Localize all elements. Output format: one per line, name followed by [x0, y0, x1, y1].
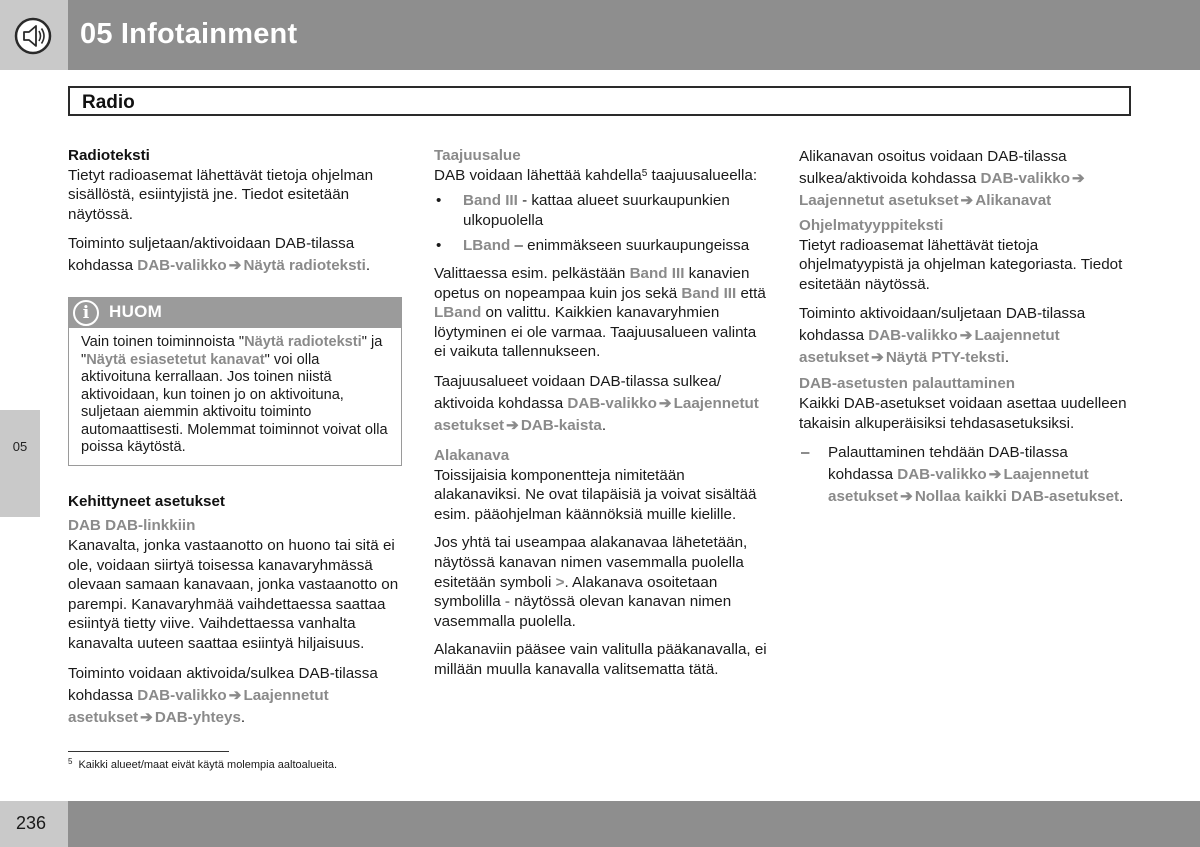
heading-radioteksti: Radioteksti: [68, 147, 150, 164]
arrow-icon: ➔: [988, 466, 1002, 484]
menu-path-link: DAB-valikko: [137, 257, 227, 275]
menu-path-link: Nollaa kaikki DAB-asetukset: [914, 488, 1120, 506]
heading-kehittyneet-asetukset: Kehittyneet asetukset: [68, 492, 225, 510]
column-3: [799, 146, 1133, 508]
paragraph: Toissijaisia komponentteja nimitetään alakanaviksi. Ne ovat tilapäisiä ja voivat sisältää esim. pääohjelman käännöksiä muille kielille.: [434, 466, 757, 523]
list-item: – Palauttaminen tehdään DAB-tilassa kohdassa DAB-valikko ➔ Laajennetut asetukset ➔ Nollaa kaikki DAB-asetukset.: [799, 442, 1133, 508]
note-title: HUOM: [109, 302, 163, 322]
paragraph: Alakanaviin pääsee vain valitulla pääkanavalla, ei millään muulla kanavalla valitsematta tätä.: [434, 641, 767, 678]
chapter-side-tab-label: 05: [12, 439, 28, 454]
footnote-number: 5: [68, 757, 73, 766]
paragraph: Kanavalta, jonka vastaanotto on huono tai sitä ei ole, voidaan siirtyä toisessa kanavaryhmässä olevaan samaan kanavaan, jonka vastaanotto on parempi. Kanavaryhmää vaihdettaessa saattaa esiintyä tietty viive. Vaihdettaessa vanhalta kanavalta uuteen saattaa esiintyä hiljaisuus.: [68, 537, 399, 653]
arrow-icon: ➔: [506, 416, 519, 434]
footer-page-box: [0, 801, 68, 847]
footnote-rule: [68, 751, 229, 752]
chapter-side-tab: [0, 410, 40, 517]
menu-path-link: DAB-valikko: [137, 686, 227, 704]
dash-icon: –: [801, 444, 810, 462]
chapter-title: 05 Infotainment: [80, 18, 298, 50]
paragraph: Tietyt radioasemat lähettävät tietoja ohjelmatyypistä ja ohjelman kategoriasta. Tiedot esitetään näytössä.: [799, 236, 1123, 293]
menu-path-link: Näytä radioteksti: [243, 257, 366, 275]
arrow-icon: ➔: [228, 686, 242, 704]
section-title-box: [68, 86, 1131, 116]
paragraph: DAB voidaan lähettää kahdella$^5$ taajuusalueella:: [434, 166, 758, 184]
arrow-icon: ➔: [900, 488, 913, 506]
paragraph: Toiminto aktivoidaan/suljetaan DAB-tilassa kohdassa DAB-valikko ➔ Laajennetut asetukset ➔ Näytä PTY-teksti.: [799, 303, 1133, 369]
arrow-icon: ➔: [658, 394, 672, 412]
paragraph: Kaikki DAB-asetukset voidaan asettaa uudelleen takaisin alkuperäisiksi tehdasasetuksiksi.: [799, 394, 1127, 432]
footnote-ref: 5: [641, 167, 648, 179]
heading-dab-asetusten-palauttaminen: DAB-asetusten palauttaminen: [799, 375, 1016, 393]
bullet-list: [434, 191, 770, 256]
bullet-icon: •: [436, 237, 442, 255]
paragraph: Valittaessa esim. pelkästään Band III kanavien opetus on nopeampaa kuin jos sekä Band III että LBand on valittu. Kaikkien kanavaryhmien löytyminen ei ole varmaa. Taajuusalueen valinta ei vaikuta tallennukseen.: [434, 264, 766, 361]
menu-option: Näytä radioteksti: [244, 334, 362, 351]
arrow-icon: ➔: [959, 327, 973, 345]
menu-path-link: DAB-valikko: [980, 170, 1070, 187]
menu-path-link: DAB-valikko: [868, 327, 958, 345]
menu-path-link: Laajennetut asetukset: [68, 686, 329, 726]
heading-taajuusalue: Taajuusalue: [434, 147, 521, 164]
heading-alakanava: Alakanava: [434, 446, 510, 464]
paragraph: Jos yhtä tai useampaa alakanavaa lähetetään, näytössä kanavan nimen vasemmalla puolella esitetään symboli >. Alakanava osoitetaan symbolilla - näytössä olevan kanavan nimen vasemmalla puolella.: [434, 534, 748, 630]
note-box: [68, 297, 402, 466]
arrow-icon: ➔: [871, 349, 884, 367]
menu-option: Näytä esiasetetut kanavat: [86, 351, 265, 368]
header-icon-box: [0, 0, 68, 70]
speaker-icon: [13, 16, 53, 56]
paragraph: Toiminto suljetaan/aktivoidaan DAB-tilassa kohdassa DAB-valikko ➔ Näytä radioteksti.: [68, 233, 402, 277]
menu-path-link: Alikanavat: [975, 192, 1052, 209]
column-2: [434, 146, 770, 688]
menu-path-link: Näytä PTY-teksti: [885, 349, 1005, 367]
paragraph: Tietyt radioasemat lähettävät tietoja ohjelman sisällöstä, esiintyjistä jne. Tiedot esitetään näytössä.: [68, 166, 374, 223]
paragraph: Taajuusalueet voidaan DAB-tilassa sulkea/ aktivoida kohdassa DAB-valikko ➔ Laajennetut asetukset ➔ DAB-kaista.: [434, 371, 770, 437]
column-1: [68, 146, 402, 738]
heading-ohjelmatyyppiteksti: Ohjelmatyyppiteksti: [799, 217, 944, 234]
footnote: $^5$ Kaikki alueet/maat eivät käytä molempia aaltoalueita.: [68, 757, 338, 771]
list-item: • LBand – enimmäkseen suurkaupungeissa: [436, 237, 750, 255]
menu-path-link: Laajennetut asetukset: [799, 327, 1060, 367]
note-body: Vain toinen toiminnoista "Näytä radioteksti" ja "Näytä esiasetetut kanavat" voi olla aktivoituna kerrallaan. Jos toinen niistä aktivoidaan, kun toinen jo on aktivoituna, suljetaan aiemmin aktivoitu toiminto automaattisesti. Molemmat toiminnot voivat olla poissa käytöstä.: [81, 334, 388, 456]
dash-list: [799, 442, 1133, 508]
section-title: Radio: [82, 92, 135, 113]
menu-path-link: DAB-valikko: [897, 466, 987, 484]
arrow-icon: ➔: [140, 708, 153, 726]
page-number: 236: [16, 813, 47, 833]
menu-path-link: Laajennetut asetukset: [828, 466, 1089, 506]
menu-path-link: DAB-yhteys: [154, 708, 241, 726]
list-item: • Band III - kattaa alueet suurkaupunkien ulkopuolella: [436, 192, 730, 229]
menu-path-link: Laajennetut asetukset: [799, 192, 959, 209]
footer-bar: [68, 801, 1200, 847]
info-icon: i: [73, 300, 99, 326]
note-header: [69, 298, 401, 328]
bullet-icon: •: [436, 192, 442, 210]
menu-path-link: DAB-kaista: [520, 416, 602, 434]
menu-path-link: DAB-valikko: [567, 394, 657, 412]
arrow-icon: ➔: [960, 192, 974, 209]
menu-path-link: Laajennetut asetukset: [434, 394, 759, 434]
subheading-dab-linkkiin: DAB DAB-linkkiin: [68, 517, 196, 535]
arrow-icon: ➔: [1072, 170, 1085, 187]
arrow-icon: ➔: [228, 257, 242, 275]
paragraph: Toiminto voidaan aktivoida/sulkea DAB-tilassa kohdassa DAB-valikko ➔ Laajennetut asetukset ➔ DAB-yhteys.: [68, 663, 402, 729]
paragraph: Alikanavan osoitus voidaan DAB-tilassa sulkea/aktivoida kohdassa DAB-valikko ➔Laajennetut asetukset ➔ Alikanavat: [799, 146, 1133, 212]
